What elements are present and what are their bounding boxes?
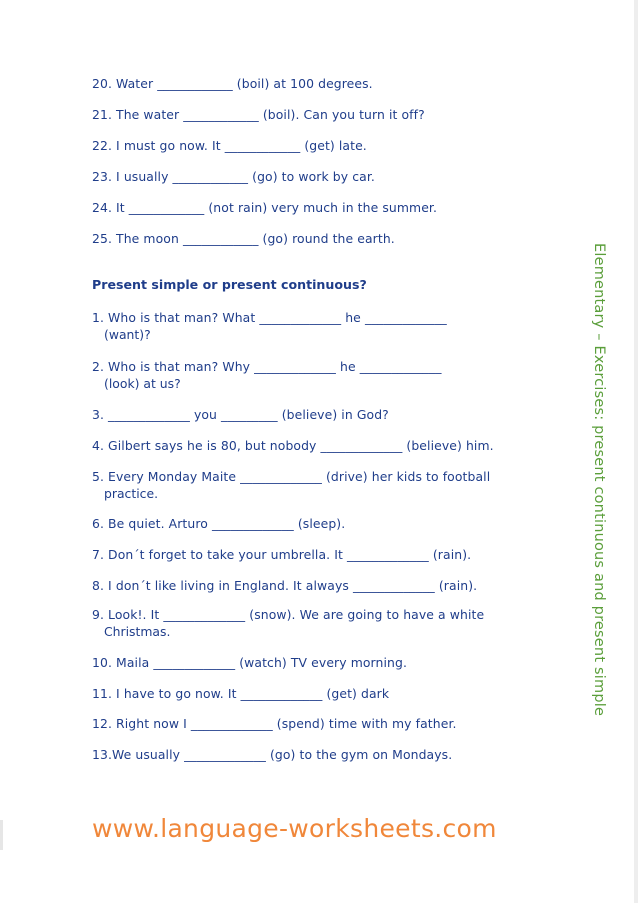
exercise-line: 4. Gilbert says he is 80, but nobody _____________ (believe) him. (92, 438, 494, 453)
exercise-line: 1. Who is that man? What _____________ he _____________ (92, 310, 447, 325)
exercise-line: 22. I must go now. It ____________ (get) late. (92, 138, 367, 153)
side-title: Elementary – Exercises: present continuous and present simple (591, 243, 607, 717)
footer-url: www.language-worksheets.com (92, 814, 497, 843)
exercise-line: 25. The moon ____________ (go) round the earth. (92, 231, 395, 246)
exercise-continuation: practice. (104, 486, 159, 501)
exercise-line: 20. Water ____________ (boil) at 100 degrees. (92, 76, 373, 91)
exercise-continuation: Christmas. (104, 624, 171, 639)
exercise-line: 2. Who is that man? Why _____________ he _____________ (92, 359, 442, 374)
exercise-line: 10. Maila _____________ (watch) TV every morning. (92, 655, 407, 670)
section-heading: Present simple or present continuous? (92, 277, 367, 292)
exercise-line: 12. Right now I _____________ (spend) time with my father. (92, 716, 457, 731)
exercise-line: 24. It ____________ (not rain) very much in the summer. (92, 200, 438, 215)
page-edge (634, 0, 638, 903)
page-edge-mark (0, 820, 3, 850)
exercise-continuation: (look) at us? (104, 376, 181, 391)
exercise-line: 9. Look!. It _____________ (snow). We are going to have a white (92, 607, 485, 622)
exercise-line: 21. The water ____________ (boil). Can you turn it off? (92, 107, 425, 122)
exercise-line: 5. Every Monday Maite _____________ (drive) her kids to football (92, 469, 491, 484)
exercise-line: 13.We usually _____________ (go) to the gym on Mondays. (92, 747, 453, 762)
exercise-line: 3. _____________ you _________ (believe) in God? (92, 407, 389, 422)
side-title-container (591, 243, 630, 717)
exercise-continuation: (want)? (104, 327, 151, 342)
exercise-line: 11. I have to go now. It _____________ (get) dark (92, 686, 390, 701)
exercise-line: 8. I don´t like living in England. It always _____________ (rain). (92, 578, 478, 593)
exercise-line: 6. Be quiet. Arturo _____________ (sleep). (92, 516, 346, 531)
exercise-line: 7. Don´t forget to take your umbrella. It _____________ (rain). (92, 547, 472, 562)
exercise-line: 23. I usually ____________ (go) to work by car. (92, 169, 375, 184)
